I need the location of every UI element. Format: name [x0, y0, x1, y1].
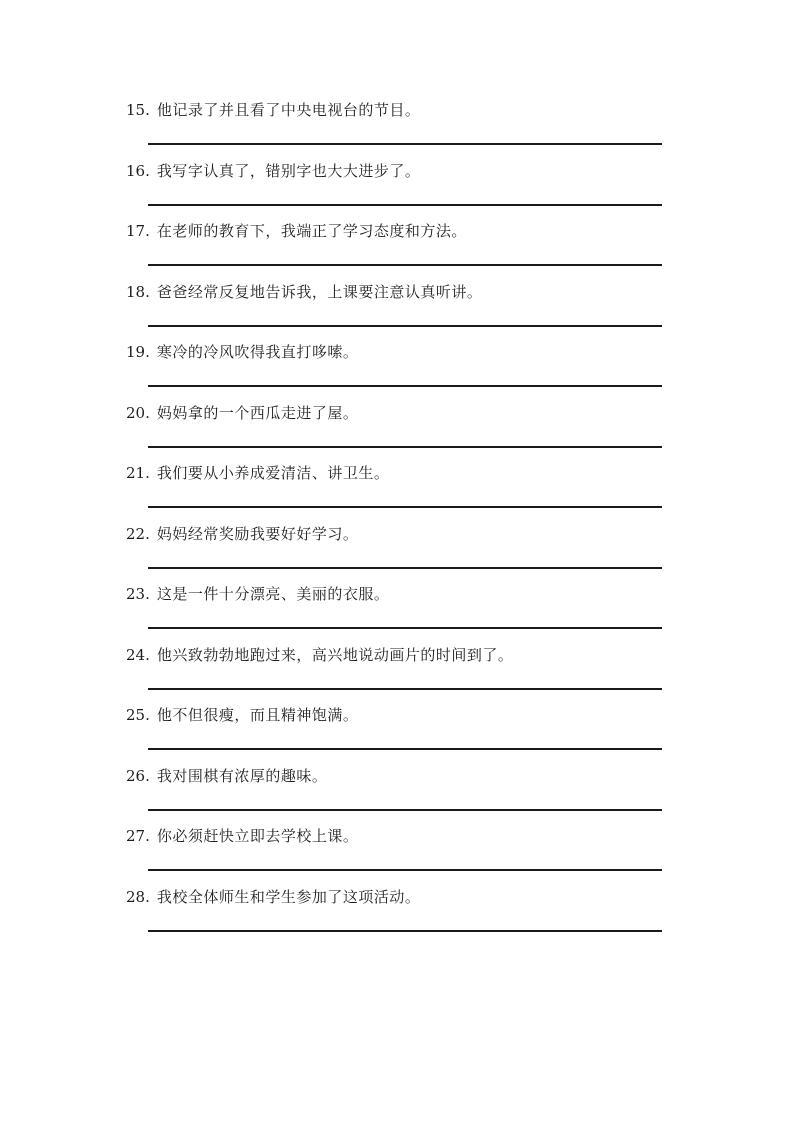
sentence-line: [126, 284, 713, 301]
exercise-item: [126, 102, 713, 145]
exercise-item: [126, 828, 713, 871]
item-number: 25.: [126, 706, 150, 724]
sentence-text: 我校全体师生和学生参加了这项活动。: [156, 887, 421, 906]
sentence-line: [126, 163, 713, 180]
answer-blank-line: [148, 664, 662, 690]
sentence-text: 爸爸经常反复地告诉我，上课要注意认真听讲。: [156, 282, 483, 301]
sentence-line: [126, 889, 713, 906]
answer-blank-line: [148, 724, 662, 750]
exercise-item: [126, 586, 713, 629]
item-number: 17.: [126, 222, 150, 240]
sentence-text: 我写字认真了，错别字也大大进步了。: [156, 161, 421, 180]
sentence-line: [126, 405, 713, 422]
sentence-line: [126, 223, 713, 240]
answer-blank-line: [148, 906, 662, 932]
item-number: 24.: [126, 645, 150, 664]
sentence-text: 我们要从小养成爱清洁、讲卫生。: [156, 464, 390, 482]
exercise-item: [126, 465, 713, 508]
item-number: 21.: [126, 464, 150, 482]
exercise-item: [126, 163, 713, 206]
answer-blank-line: [148, 603, 662, 629]
sentence-text: 我对围棋有浓厚的趣味。: [156, 766, 328, 785]
item-number: 28.: [126, 887, 150, 906]
exercise-item: [126, 284, 713, 327]
answer-blank-line: [148, 361, 662, 387]
sentence-line: [126, 102, 713, 119]
exercise-item: [126, 647, 713, 690]
exercise-item: [126, 707, 713, 750]
sentence-line: [126, 707, 713, 724]
sentence-text: 寒冷的冷风吹得我直打哆嗦。: [156, 343, 359, 361]
sentence-line: [126, 586, 713, 603]
item-number: 18.: [126, 282, 150, 301]
answer-blank-line: [148, 482, 662, 508]
item-number: 19.: [126, 343, 150, 361]
sentence-text: 他兴致勃勃地跑过来，高兴地说动画片的时间到了。: [156, 645, 514, 664]
item-number: 23.: [126, 585, 150, 603]
answer-blank-line: [148, 422, 662, 448]
exercise-item: [126, 344, 713, 387]
sentence-line: [126, 768, 713, 785]
item-number: 27.: [126, 827, 150, 845]
exercise-item: [126, 526, 713, 569]
answer-blank-line: [148, 301, 662, 327]
sentence-line: [126, 647, 713, 664]
answer-blank-line: [148, 543, 662, 569]
answer-blank-line: [148, 180, 662, 206]
item-number: 22.: [126, 524, 150, 543]
sentence-text: 他记录了并且看了中央电视台的节目。: [156, 101, 421, 119]
exercise-item: [126, 223, 713, 266]
sentence-text: 这是一件十分漂亮、美丽的衣服。: [156, 585, 390, 603]
sentence-line: [126, 465, 713, 482]
exercise-item: [126, 889, 713, 932]
item-number: 16.: [126, 161, 150, 180]
answer-blank-line: [148, 785, 662, 811]
sentence-line: [126, 526, 713, 543]
sentence-text: 妈妈拿的一个西瓜走进了屋。: [156, 403, 359, 422]
sentence-text: 在老师的教育下，我端正了学习态度和方法。: [156, 222, 467, 240]
item-number: 20.: [126, 403, 150, 422]
exercise-item: [126, 405, 713, 448]
sentence-text: 他不但很瘦，而且精神饱满。: [156, 706, 359, 724]
item-number: 26.: [126, 766, 150, 785]
sentence-line: [126, 344, 713, 361]
sentence-line: [126, 828, 713, 845]
answer-blank-line: [148, 119, 662, 145]
sentence-text: 你必须赶快立即去学校上课。: [156, 827, 359, 845]
answer-blank-line: [148, 240, 662, 266]
answer-blank-line: [148, 845, 662, 871]
sentence-text: 妈妈经常奖励我要好好学习。: [156, 524, 359, 543]
exercise-item: [126, 768, 713, 811]
item-number: 15.: [126, 101, 150, 119]
